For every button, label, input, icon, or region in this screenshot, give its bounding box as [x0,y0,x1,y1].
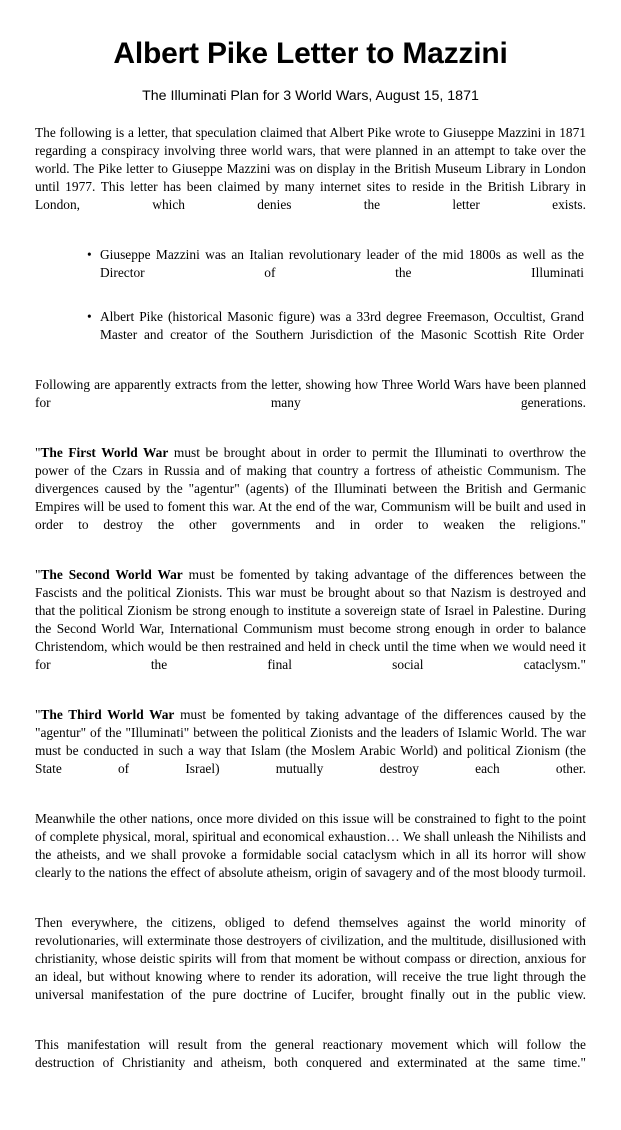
second-world-war-paragraph [35,552,586,692]
third-world-war-paragraph [35,692,586,796]
open-quote-mark: " [35,706,41,722]
second-world-war-heading: The Second World War [40,566,183,582]
list-item-text: Giuseppe Mazzini was an Italian revolutionary leader of the mid 1800s as well as the Director of the Illuminati [100,246,584,280]
third-world-war-body: must be fomented by taking advantage of the differences caused by the "agentur" of the "Illuminati" between the political Zionists and the leaders of Islamic World. The war must be conducted in such a way that Islam (the Moslem Arabic World) and political Zionism (the State of Israel) mutually destroy each other. [35,706,586,776]
open-quote-mark: " [35,444,41,460]
first-world-war-body: must be brought about in order to permit the Illuminati to overthrow the power of the Czars in Russia and of making that country a fortress of atheistic Communism. The divergences caused by the "agentur" (agents) of the Illuminati between the British and Germanic Empires will be used to foment this war. At the end of the war, Communism will be built and used in order to destroy the other governments and in order to weaken the religions." [35,444,586,532]
third-world-war-heading: The Third World War [40,706,175,722]
then-everywhere-paragraph: Then everywhere, the citizens, obliged to defend themselves against the world minority of revolutionaries, will exterminate those destroyers of civilization, and the multitude, disillusioned with christianity, whose deistic spirits will from that moment be without compass or direction, anxious for an ideal, but without knowing where to render its adoration, will receive the true light through the universal manifestation of the pure doctrine of Lucifer, brought finally out in the public view. [35,914,586,1002]
fact-bullet-list [35,232,586,362]
first-world-war-paragraph [35,430,586,552]
intro-paragraph: The following is a letter, that speculation claimed that Albert Pike wrote to Giuseppe Mazzini in 1871 regarding a conspiracy involving three world wars, that were planned in an attempt to take over the world. The Pike letter to Giuseppe Mazzini was on display in the British Museum Library in London until 1977. This letter has been claimed by many internet sites to reside in the British Library in London, which denies the letter exists. [35,124,586,212]
manifestation-paragraph: This manifestation will result from the general reactionary movement which will follow the destruction of Christianity and atheism, both conquered and exterminated at the same time." [35,1036,586,1070]
first-world-war-heading: The First World War [40,444,169,460]
list-item-text: Albert Pike (historical Masonic figure) was a 33rd degree Freemason, Occultist, Grand Master and creator of the Southern Jurisdiction of the Masonic Scottish Rite Order [100,308,584,342]
page-title: Albert Pike Letter to Mazzini [113,37,508,70]
list-item [35,238,586,300]
open-quote-mark: " [35,566,41,582]
meanwhile-paragraph: Meanwhile the other nations, once more divided on this issue will be constrained to fight to the point of complete physical, moral, spiritual and economical exhaustion… We shall unleash the Nihilists and the atheists, and we shall provoke a formidable social cataclysm which in all its horror will show clearly to the nations the effect of absolute atheism, origin of savagery and of the most bloody turmoil. [35,810,586,880]
list-item [35,300,586,362]
extracts-intro-paragraph: Following are apparently extracts from the letter, showing how Three World Wars have been planned for many generations. [35,376,586,410]
second-world-war-body: must be fomented by taking advantage of the differences between the Fascists and the political Zionists. This war must be brought about so that Nazism is destroyed and that the political Zionism be strong enough to institute a sovereign state of Israel in Palestine. During the Second World War, International Communism must become strong enough in order to balance Christendom, which would be then restrained and held in check until the time when we would need it for the final social cataclysm." [35,566,586,672]
bullet-icon: • [87,246,92,262]
bullet-icon: • [87,308,92,324]
page-subtitle: The Illuminati Plan for 3 World Wars, August 15, 1871 [142,88,479,105]
